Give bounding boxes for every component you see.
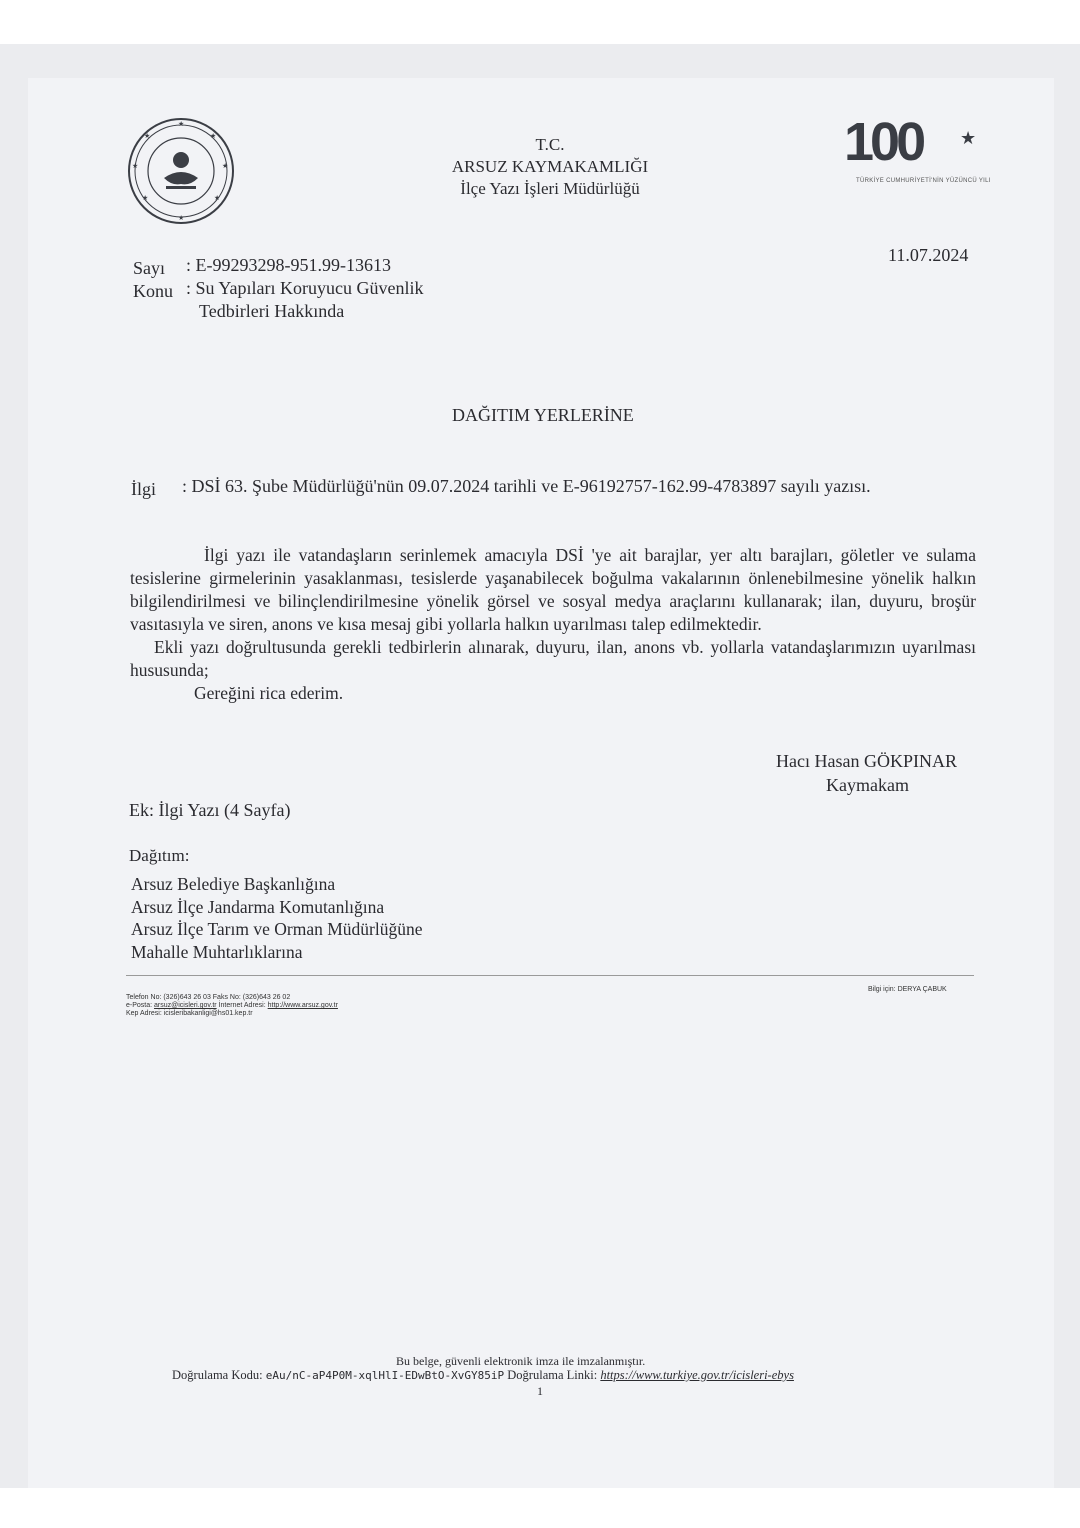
svg-text:★: ★ bbox=[178, 214, 185, 222]
verification-code-label: Doğrulama Kodu: bbox=[172, 1368, 263, 1382]
signatory-name: Hacı Hasan GÖKPINAR bbox=[776, 751, 957, 771]
footer-kep: Kep Adresi: icisleribakanligi@hs01.kep.tr bbox=[126, 1010, 253, 1017]
footer-divider bbox=[126, 975, 974, 976]
ilgi-value: : DSİ 63. Şube Müdürlüğü'nün 09.07.2024 tarihli ve E-96192757-162.99-4783897 sayılı yazısı. bbox=[182, 476, 871, 496]
header-district: ARSUZ KAYMAKAMLIĞI bbox=[451, 157, 649, 176]
footer-info: Bilgi için: DERYA ÇABUK bbox=[868, 986, 947, 993]
body-text bbox=[130, 544, 976, 705]
footer-web-label: İnternet Adresi: bbox=[218, 1002, 266, 1009]
sayi-value: : E-99293298-951.99-13613 bbox=[186, 255, 391, 275]
page-number: 1 bbox=[537, 1384, 543, 1398]
svg-text:★: ★ bbox=[210, 132, 217, 140]
footer-phone: Telefon No: (326)643 26 03 Faks No: (326)643 26 02 bbox=[126, 994, 291, 1001]
footer-web[interactable]: http://www.arsuz.gov.tr bbox=[267, 1002, 338, 1009]
distribution-item: Arsuz İlçe Jandarma Komutanlığına bbox=[131, 896, 385, 917]
verification-code: eAu/nC-aP4P0M-xqlHlI-EDwBtO-XvGY85iP bbox=[265, 1369, 505, 1382]
distribution-heading: Dağıtım: bbox=[129, 846, 190, 865]
centennial-caption: TÜRKİYE CUMHURİYETİ'NİN YÜZÜNCÜ YILI bbox=[856, 178, 991, 184]
verification-line bbox=[172, 1368, 794, 1383]
body-paragraph-1: İlgi yazı ile vatandaşların serinlemek amacıyla DSİ 'ye ait barajlar, yer altı barajları, göletler ve sulama tesislerine girmelerinin yasaklanması, tesislerde yaşanabilecek boğulma vakalarının önlenebilmesine yönelik halkın bilgilendirilmesi ve bilinçlendirilmesine yönelik görsel ve sosyal medya araçlarını kullanarak; ilan, duyuru, broşür vasıtasıyla ve siren, anons ve kısa mesaj gibi yollarla halkın uyarılması talep edilmektedir. bbox=[130, 545, 976, 634]
ministry-seal-icon bbox=[126, 116, 236, 226]
konu-value-2: Tedbirleri Hakkında bbox=[199, 301, 345, 321]
footer-email-web bbox=[126, 1002, 338, 1010]
verification-note: Bu belge, güvenli elektronik imza ile imzalanmıştır. bbox=[396, 1354, 646, 1368]
signatory-title: Kaymakam bbox=[826, 775, 909, 795]
svg-text:★: ★ bbox=[178, 120, 185, 128]
header-tc: T.C. bbox=[535, 135, 565, 154]
distribution-item: Arsuz Belediye Başkanlığına bbox=[131, 874, 336, 894]
footer-email-label: e-Posta: bbox=[126, 1002, 153, 1009]
sayi-label: Sayı bbox=[133, 258, 166, 278]
svg-text:★: ★ bbox=[222, 162, 229, 170]
svg-text:★: ★ bbox=[144, 132, 151, 140]
centennial-number: 100 bbox=[844, 112, 923, 172]
footer-email[interactable]: arsuz@icisleri.gov.tr bbox=[154, 1002, 217, 1009]
header-department: İlçe Yazı İşleri Müdürlüğü bbox=[460, 179, 640, 198]
body-paragraph-3: Gereğini rica ederim. bbox=[194, 683, 344, 703]
body-paragraph-2: Ekli yazı doğrultusunda gerekli tedbirlerin alınarak, duyuru, ilan, anons vb. yollarla vatandaşlarımızın uyarılması hususunda; bbox=[130, 637, 976, 680]
centennial-logo bbox=[844, 112, 991, 192]
attachment-note: Ek: İlgi Yazı (4 Sayfa) bbox=[129, 800, 291, 820]
recipient-heading: DAĞITIM YERLERİNE bbox=[452, 405, 634, 425]
distribution-item: Mahalle Muhtarlıklarına bbox=[131, 941, 303, 962]
footer-contact bbox=[126, 994, 338, 1018]
document-date: 11.07.2024 bbox=[888, 245, 969, 265]
star-icon: ★ bbox=[960, 128, 977, 148]
svg-text:★: ★ bbox=[214, 194, 221, 202]
konu-value-1: : Su Yapıları Koruyucu Güvenlik bbox=[186, 278, 424, 298]
institution-header bbox=[420, 134, 680, 200]
svg-text:★: ★ bbox=[132, 162, 139, 170]
verification-link[interactable]: https://www.turkiye.gov.tr/icisleri-ebys bbox=[600, 1368, 794, 1382]
distribution-list bbox=[131, 873, 423, 963]
ilgi-label: İlgi bbox=[131, 479, 156, 499]
verification-link-label: Doğrulama Linki: bbox=[507, 1368, 598, 1382]
svg-text:★: ★ bbox=[142, 194, 149, 202]
distribution-item: Arsuz İlçe Tarım ve Orman Müdürlüğüne bbox=[131, 919, 423, 939]
konu-label: Konu bbox=[133, 281, 173, 301]
